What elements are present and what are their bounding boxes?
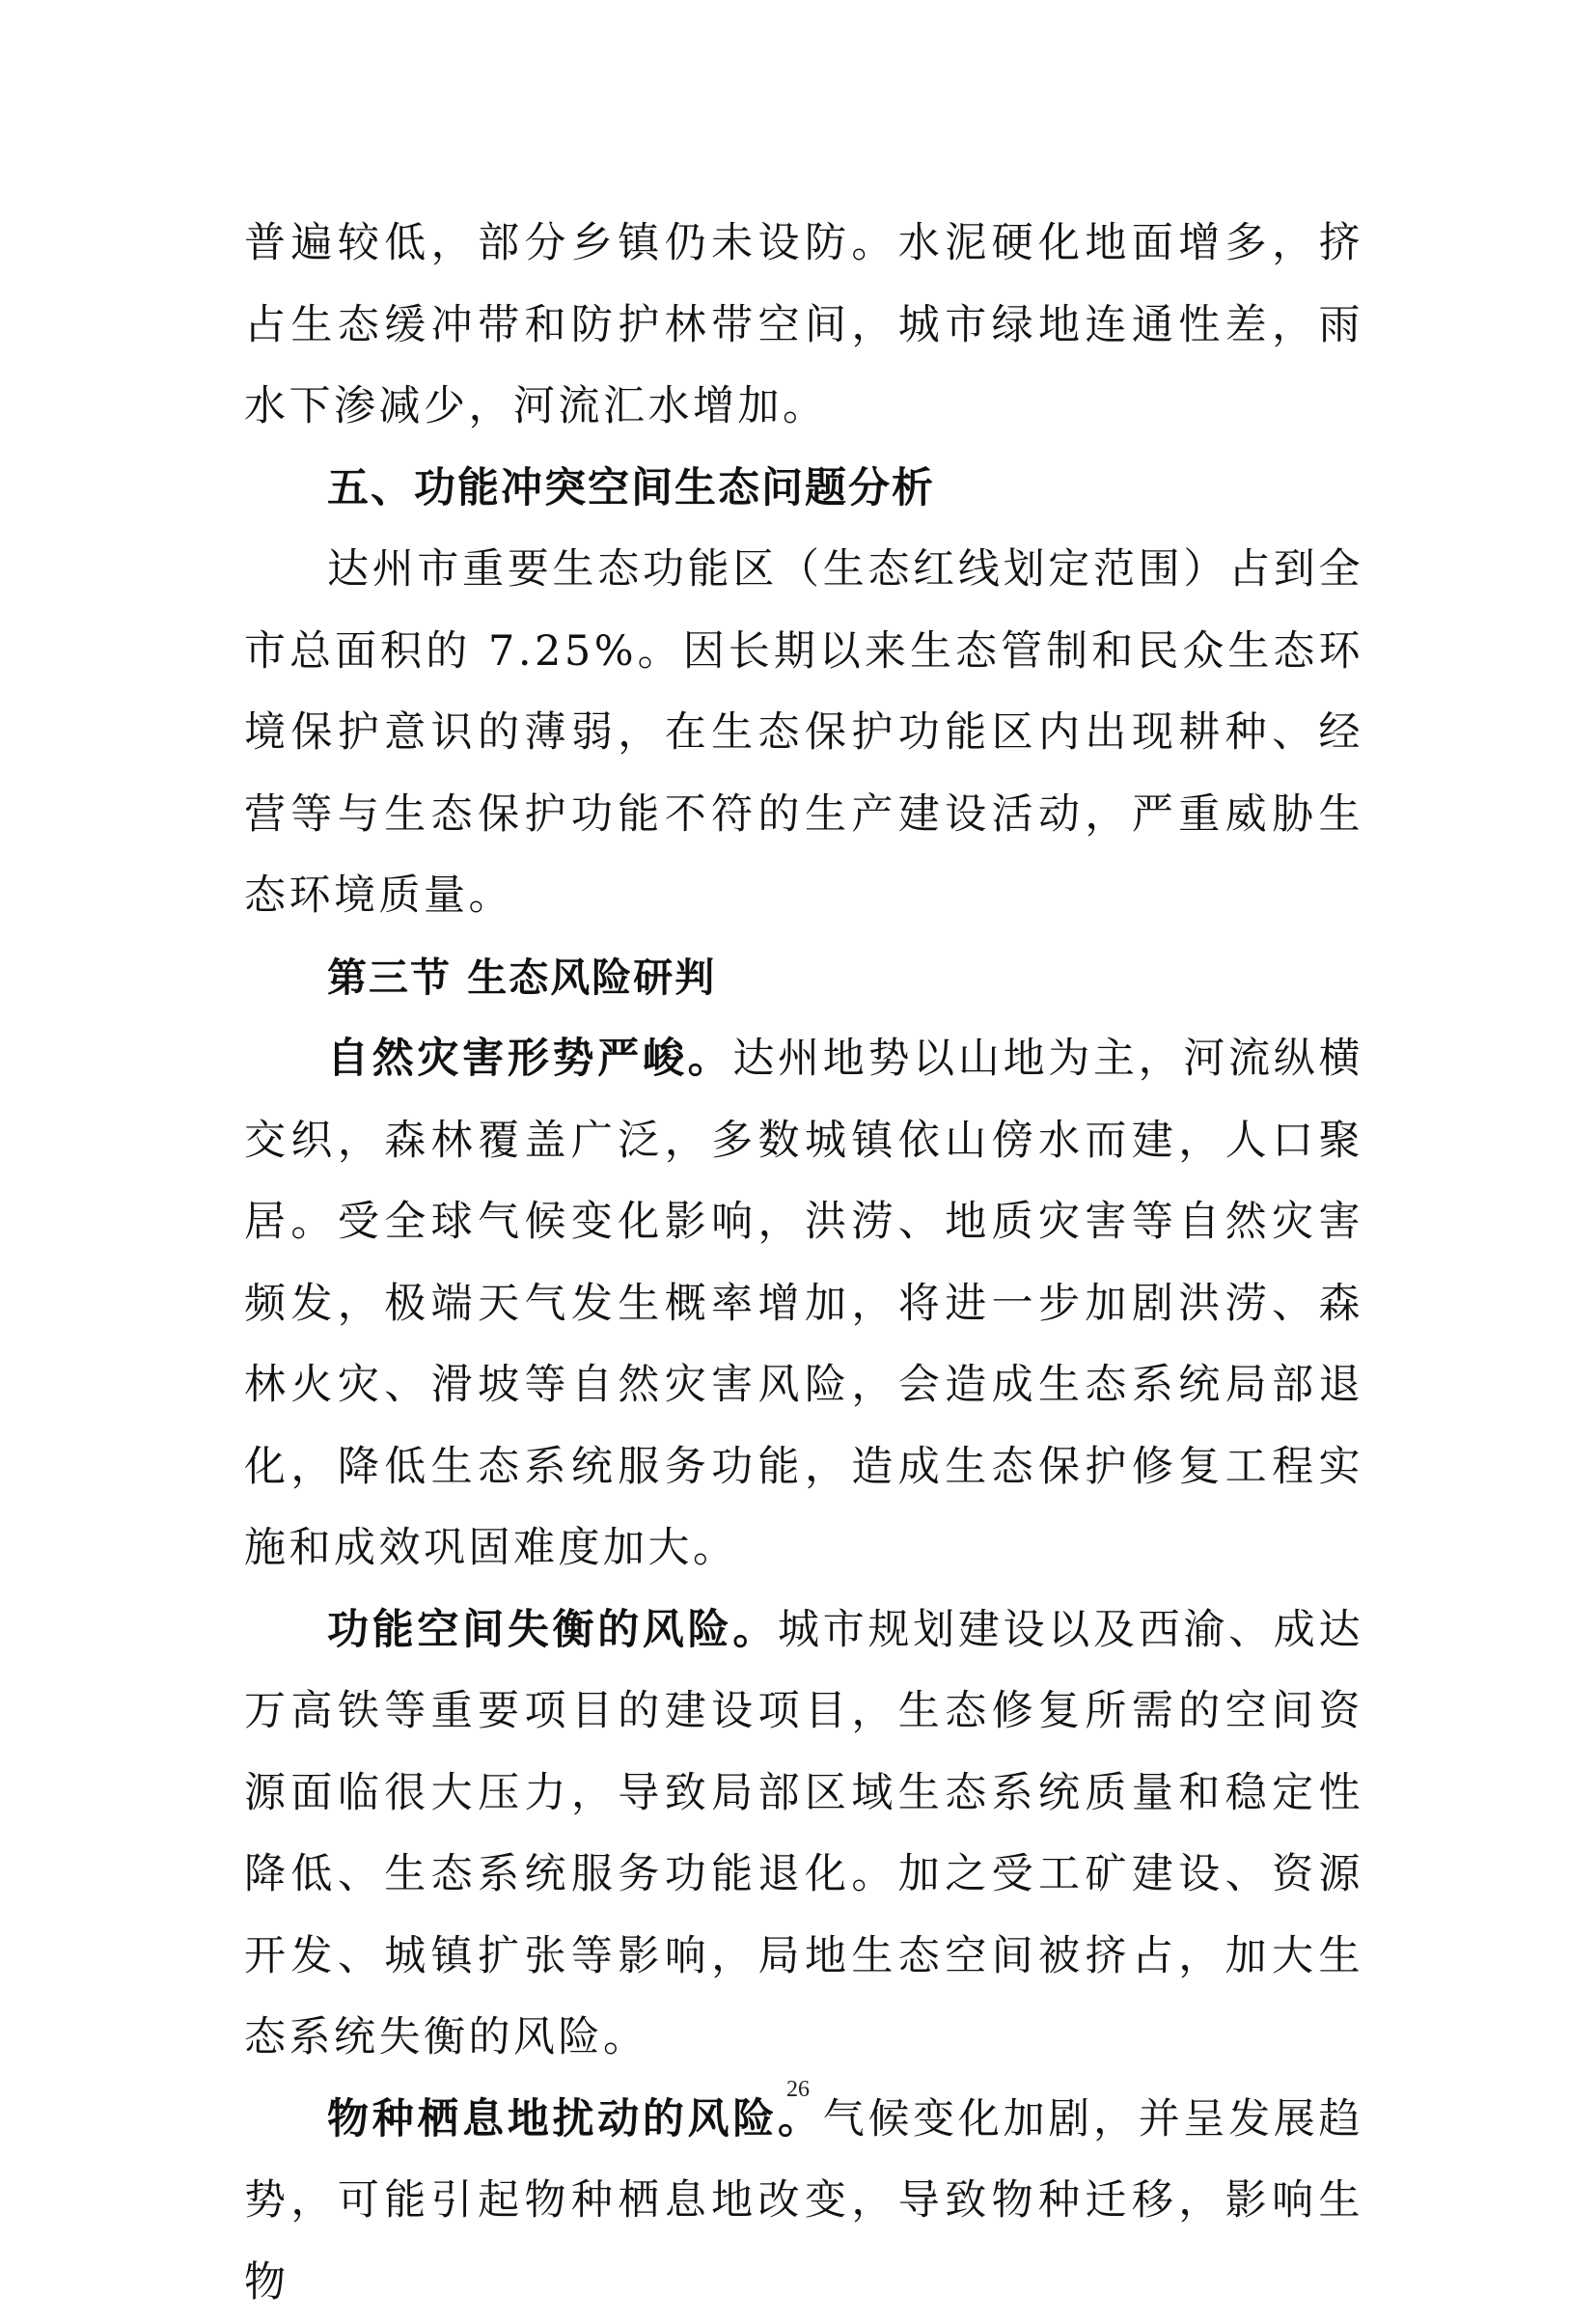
- page-number: 26: [0, 2077, 1596, 2103]
- lead-natural-disaster: 自然灾害形势严峻。: [327, 1035, 732, 1083]
- paragraph-ecological-function-area: 达州市重要生态功能区（生态红线划定范围）占到全市总面积的 7.25%。因长期以来生态管制和民众生态环境保护意识的薄弱，在生态保护功能区内出现耕种、经营等与生态保护功能不符的生产建设活动，严重威胁生态环境质量。: [244, 529, 1363, 937]
- body-habitat-disturbance: 气候变化加剧，并呈发展趋势，可能引起物种栖息地改变，导致物种迁移，影响生物: [244, 2095, 1363, 2307]
- lead-habitat-disturbance: 物种栖息地扰动的风险。: [327, 2095, 823, 2143]
- page-body: [244, 203, 1363, 2323]
- section-title-risk-assessment: 第三节 生态风险研判: [244, 937, 1363, 1019]
- lead-spatial-imbalance: 功能空间失衡的风险。: [327, 1606, 778, 1654]
- heading-function-conflict: 五、功能冲突空间生态问题分析: [244, 448, 1363, 530]
- paragraph-habitat-disturbance: [244, 2079, 1363, 2323]
- paragraph-spatial-imbalance: [244, 1590, 1363, 2079]
- body-natural-disaster: 达州地势以山地为主，河流纵横交织，森林覆盖广泛，多数城镇依山傍水而建，人口聚居。受全球气候变化影响，洪涝、地质灾害等自然灾害频发，极端天气发生概率增加，将进一步加剧洪涝、森林火灾、滑坡等自然灾害风险，会造成生态系统局部退化，降低生态系统服务功能，造成生态保护修复工程实施和成效巩固难度加大。: [244, 1035, 1363, 1572]
- body-spatial-imbalance: 城市规划建设以及西渝、成达万高铁等重要项目的建设项目，生态修复所需的空间资源面临很大压力，导致局部区域生态系统质量和稳定性降低、生态系统服务功能退化。加之受工矿建设、资源开发、城镇扩张等影响，局地生态空间被挤占，加大生态系统失衡的风险。: [244, 1606, 1363, 2062]
- paragraph-continuation: 普遍较低，部分乡镇仍未设防。水泥硬化地面增多，挤占生态缓冲带和防护林带空间，城市绿地连通性差，雨水下渗减少，河流汇水增加。: [244, 203, 1363, 448]
- paragraph-natural-disaster: [244, 1018, 1363, 1590]
